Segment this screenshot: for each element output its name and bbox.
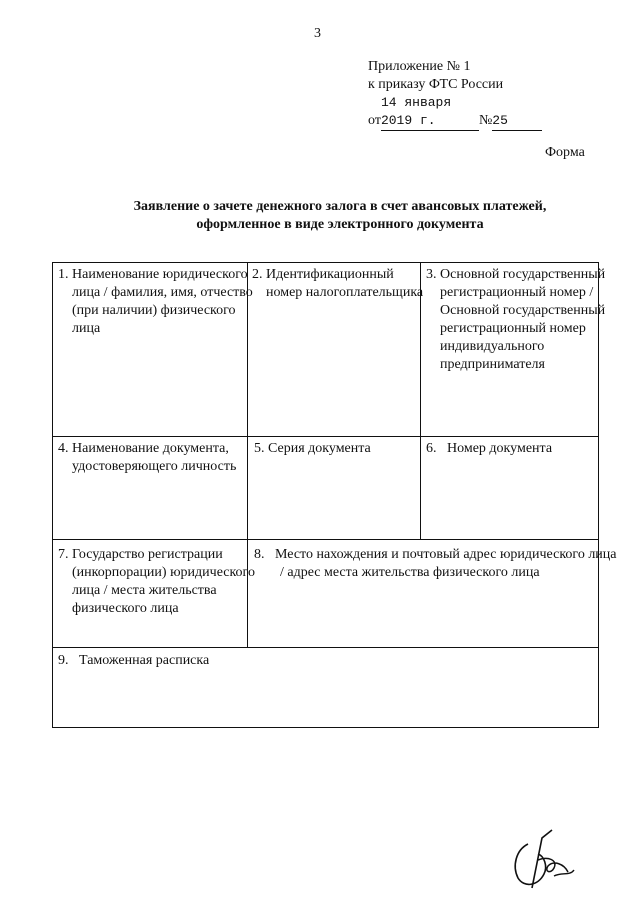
cell-6-document-number: 6. Номер документа	[426, 441, 553, 456]
cell-1-legal-name: 1. Наименование юридического лица / фамилия, имя, отчество (при наличии) физического лица	[58, 267, 253, 336]
form-label: Форма	[545, 145, 585, 160]
number-prefix: №	[478, 113, 493, 128]
cell-5-document-series: 5. Серия документа	[254, 441, 371, 456]
cell-2-tin: 2. Идентификационный номер налогоплательщика	[252, 267, 424, 300]
cell-9-customs-receipt: 9. Таможенная расписка	[58, 653, 210, 668]
title-line-1: Заявление о зачете денежного залога в счет авансовых платежей,	[133, 199, 547, 214]
cell-8-address: 8. Место нахождения и почтовый адрес юридического лица / адрес места жительства физического лица	[254, 547, 621, 580]
cell-7-registration-country: 7. Государство регистрации (инкорпорации) юридического лица / места жительства физического лица	[58, 547, 255, 616]
appendix-line-2: к приказу ФТС России	[368, 77, 504, 92]
title-line-2: оформленное в виде электронного документа	[196, 217, 484, 232]
date-prefix: от	[368, 113, 381, 128]
table-row-divider	[52, 647, 598, 648]
order-date: 14 января 2019 г.	[381, 94, 479, 131]
order-number: 25	[492, 112, 542, 131]
table-col-divider	[420, 262, 421, 539]
table-row-divider	[52, 436, 598, 437]
appendix-line-1: Приложение № 1	[368, 59, 471, 74]
document-title	[60, 198, 620, 234]
page-number: 3	[314, 26, 321, 41]
signature	[508, 826, 586, 896]
table-row-divider	[52, 539, 598, 540]
cell-3-ogrn: 3. Основной государственный регистрационный номер / Основной государственный регистрационный номер индивидуального предпринимателя	[426, 267, 606, 372]
appendix-date-line	[368, 94, 542, 131]
appendix-header	[368, 58, 542, 131]
cell-4-id-document: 4. Наименование документа, удостоверяющего личность	[58, 441, 237, 474]
